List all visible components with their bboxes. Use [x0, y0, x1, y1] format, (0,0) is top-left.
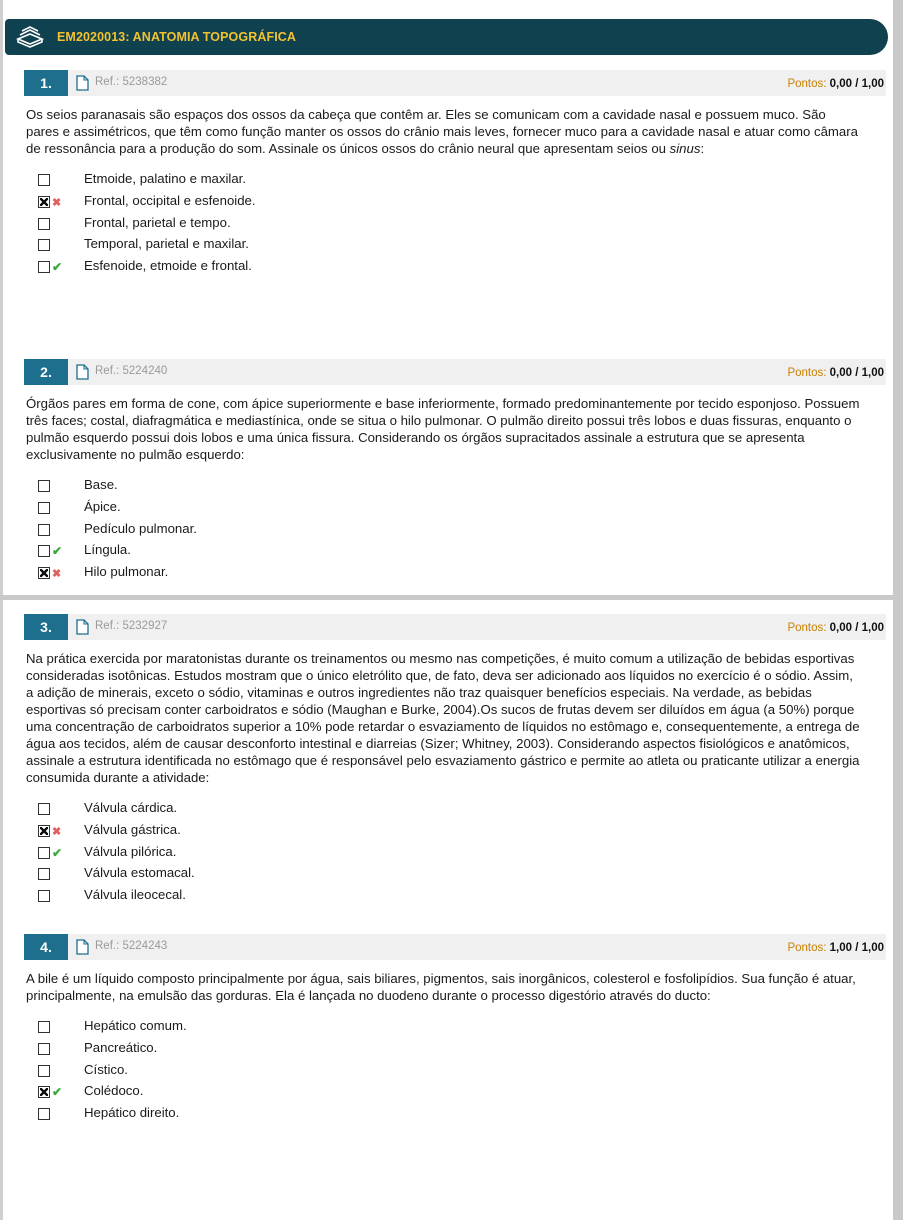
question-3 [24, 614, 886, 909]
question-number: 2. [24, 359, 68, 385]
option-item[interactable] [24, 258, 886, 280]
checkbox[interactable] [38, 1065, 50, 1077]
points-label: Pontos: [787, 942, 827, 954]
question-text-main: Os seios paranasais são espaços dos ossos da cabeça que contêm ar. Eles se comunicam com a cavidade nasal e possuem muco. São pares e assimétricos, que têm como função manter os ossos do crânio mais leves, fornecer muco para a cavidade nasal e atuar como câmara de ressonância para a produção do som. Assinale os únicos ossos do crânio neural que apresentam seios ou [26, 107, 858, 156]
option-text: Colédoco. [84, 1083, 144, 1099]
checkbox[interactable] [38, 261, 50, 273]
points-label: Pontos: [787, 367, 827, 379]
question-text: A bile é um líquido composto principalmente por água, sais biliares, pigmentos, sais inorgânicos, colesterol e fosfolipídios. Sua função é atuar, principalmente, na emulsão das gorduras. Ela é lançada no duodeno durante o processo digestório através do ducto: [26, 971, 856, 1003]
option-item[interactable] [24, 236, 886, 258]
question-header [24, 934, 886, 960]
option-item[interactable] [24, 844, 886, 866]
question-points [787, 622, 884, 634]
option-text: Hepático direito. [84, 1105, 180, 1121]
option-item[interactable] [24, 215, 886, 237]
question-text: Na prática exercida por maratonistas durante os treinamentos ou mesmo nas competições, é muito comum a utilização de bebidas esportivas consideradas isotônicas. Estudos mostram que o único eletrólito que, de fato, deva ser adicionado aos líquidos no exercício é o sódio. Assim, a adição de minerais, exceto o sódio, vitaminas e outros ingredientes não traz quaisquer benefícios especiais. Na verdade, as bebidas esportivas só precisam conter carboidratos e sódio (Maughan e Burke, 2004).Os sucos de frutas devem ser diluídos em água (a 50%) porque uma concentração de carboidratos superior a 10% pode retardar o esvaziamento de líquidos no estômago e, consequentemente, a entrega de água aos tecidos, além de causar desconforto intestinal e diarreias (Sizer; Whitney, 2003). Considerando aspectos fisiológicos e anatômicos, assinale a estrutura identificada no estômago que é responsável pelo esvaziamento gástrico e permite ao atleta ou praticante utilizar a energia consumida durante a atividade: [26, 651, 860, 785]
option-item[interactable] [24, 542, 886, 564]
checkbox[interactable] [38, 524, 50, 536]
option-text: Hepático comum. [84, 1018, 187, 1033]
checkbox[interactable] [38, 890, 50, 902]
option-text: Língula. [84, 542, 131, 558]
checkbox[interactable] [38, 847, 50, 859]
options-list [24, 477, 886, 586]
options-list [24, 1018, 886, 1127]
option-item[interactable] [24, 1062, 886, 1084]
option-text: Frontal, occipital e esfenoide. [84, 192, 256, 208]
document-icon [76, 75, 89, 91]
books-icon [15, 25, 45, 49]
option-item[interactable] [24, 521, 886, 543]
points-label: Pontos: [787, 78, 827, 90]
question-2 [24, 359, 886, 586]
score-value: 1,00 / 1,00 [829, 942, 884, 954]
question-points [787, 78, 884, 90]
option-text: Hilo pulmonar. [84, 564, 169, 580]
question-points [787, 942, 884, 954]
panel-divider [0, 595, 893, 600]
option-text: Etmoide, palatino e maxilar. [84, 171, 246, 186]
option-text: Cístico. [84, 1061, 128, 1077]
option-item[interactable] [24, 193, 886, 215]
question-text-italic: sinus [669, 141, 701, 156]
points-label: Pontos: [787, 622, 827, 634]
course-header [5, 19, 888, 55]
options-list [24, 171, 886, 280]
checkbox[interactable] [38, 174, 50, 186]
options-list [24, 800, 886, 909]
checkbox-checked[interactable] [38, 1086, 50, 1098]
option-text: Ápice. [84, 498, 121, 514]
x-icon: ✖ [52, 196, 62, 209]
option-text: Pedículo pulmonar. [84, 520, 197, 536]
question-text [26, 106, 862, 157]
option-item[interactable] [24, 1018, 886, 1040]
question-text-end: : [700, 141, 705, 156]
x-icon: ✖ [52, 825, 62, 838]
check-icon: ✔ [52, 845, 63, 860]
option-item[interactable] [24, 171, 886, 193]
check-icon: ✔ [52, 544, 63, 559]
checkbox-checked[interactable] [38, 825, 50, 837]
score-value: 0,00 / 1,00 [829, 367, 884, 379]
checkbox[interactable] [38, 239, 50, 251]
option-text: Válvula estomacal. [84, 865, 195, 881]
question-ref: Ref.: 5238382 [95, 76, 168, 88]
question-4 [24, 934, 886, 1127]
option-item[interactable] [24, 499, 886, 521]
checkbox[interactable] [38, 502, 50, 514]
question-header [24, 359, 886, 385]
option-text: Válvula cárdica. [84, 800, 178, 815]
option-item[interactable] [24, 1083, 886, 1105]
option-item[interactable] [24, 477, 886, 499]
option-text: Pancreático. [84, 1039, 158, 1055]
question-points [787, 367, 884, 379]
score-value: 0,00 / 1,00 [829, 622, 884, 634]
option-item[interactable] [24, 1040, 886, 1062]
option-text: Válvula gástrica. [84, 821, 181, 837]
document-icon [76, 364, 89, 380]
question-number: 4. [24, 934, 68, 960]
question-ref: Ref.: 5232927 [95, 620, 168, 632]
question-ref: Ref.: 5224240 [95, 365, 168, 377]
question-ref: Ref.: 5224243 [95, 940, 168, 952]
document-icon [76, 939, 89, 955]
option-item[interactable] [24, 887, 886, 909]
checkbox-checked[interactable] [38, 567, 50, 579]
option-text: Válvula ileocecal. [84, 887, 186, 903]
x-icon: ✖ [52, 568, 62, 581]
checkbox[interactable] [38, 1043, 50, 1055]
checkbox[interactable] [38, 868, 50, 880]
option-item[interactable] [24, 564, 886, 586]
check-icon: ✔ [52, 1085, 63, 1100]
left-edge [0, 0, 3, 1220]
option-item[interactable] [24, 1105, 886, 1127]
question-1 [24, 70, 886, 280]
checkbox[interactable] [38, 1108, 50, 1120]
question-header [24, 70, 886, 96]
checkbox[interactable] [38, 803, 50, 815]
option-text: Temporal, parietal e maxilar. [84, 236, 249, 252]
check-icon: ✔ [52, 260, 63, 275]
checkbox-checked[interactable] [38, 196, 50, 208]
option-item[interactable] [24, 822, 886, 844]
scrollbar-track[interactable] [893, 0, 903, 1220]
question-number: 3. [24, 614, 68, 640]
option-text: Válvula pilórica. [84, 843, 177, 859]
option-text: Esfenoide, etmoide e frontal. [84, 258, 252, 274]
document-icon [76, 619, 89, 635]
course-title: EM2020013: ANATOMIA TOPOGRÁFICA [57, 30, 297, 44]
option-item[interactable] [24, 800, 886, 822]
question-number: 1. [24, 70, 68, 96]
score-value: 0,00 / 1,00 [829, 78, 884, 90]
question-text: Órgãos pares em forma de cone, com ápice superiormente e base inferiormente, formado predominantemente por tecido esponjoso. Possuem três faces; costal, diafragmática e mediastínica, onde se situa o hilo pulmonar. O pulmão direito possui três lobos e duas fissuras, enquanto o pulmão esquerdo possui dois lobos e uma única fissura. Considerando os órgãos supracitados assinale a estrutura que se apresenta exclusivamente no pulmão esquerdo: [26, 396, 860, 462]
checkbox[interactable] [38, 218, 50, 230]
checkbox[interactable] [38, 480, 50, 492]
question-header [24, 614, 886, 640]
checkbox[interactable] [38, 545, 50, 557]
option-text: Frontal, parietal e tempo. [84, 214, 231, 230]
option-item[interactable] [24, 865, 886, 887]
checkbox[interactable] [38, 1021, 50, 1033]
option-text: Base. [84, 477, 118, 492]
